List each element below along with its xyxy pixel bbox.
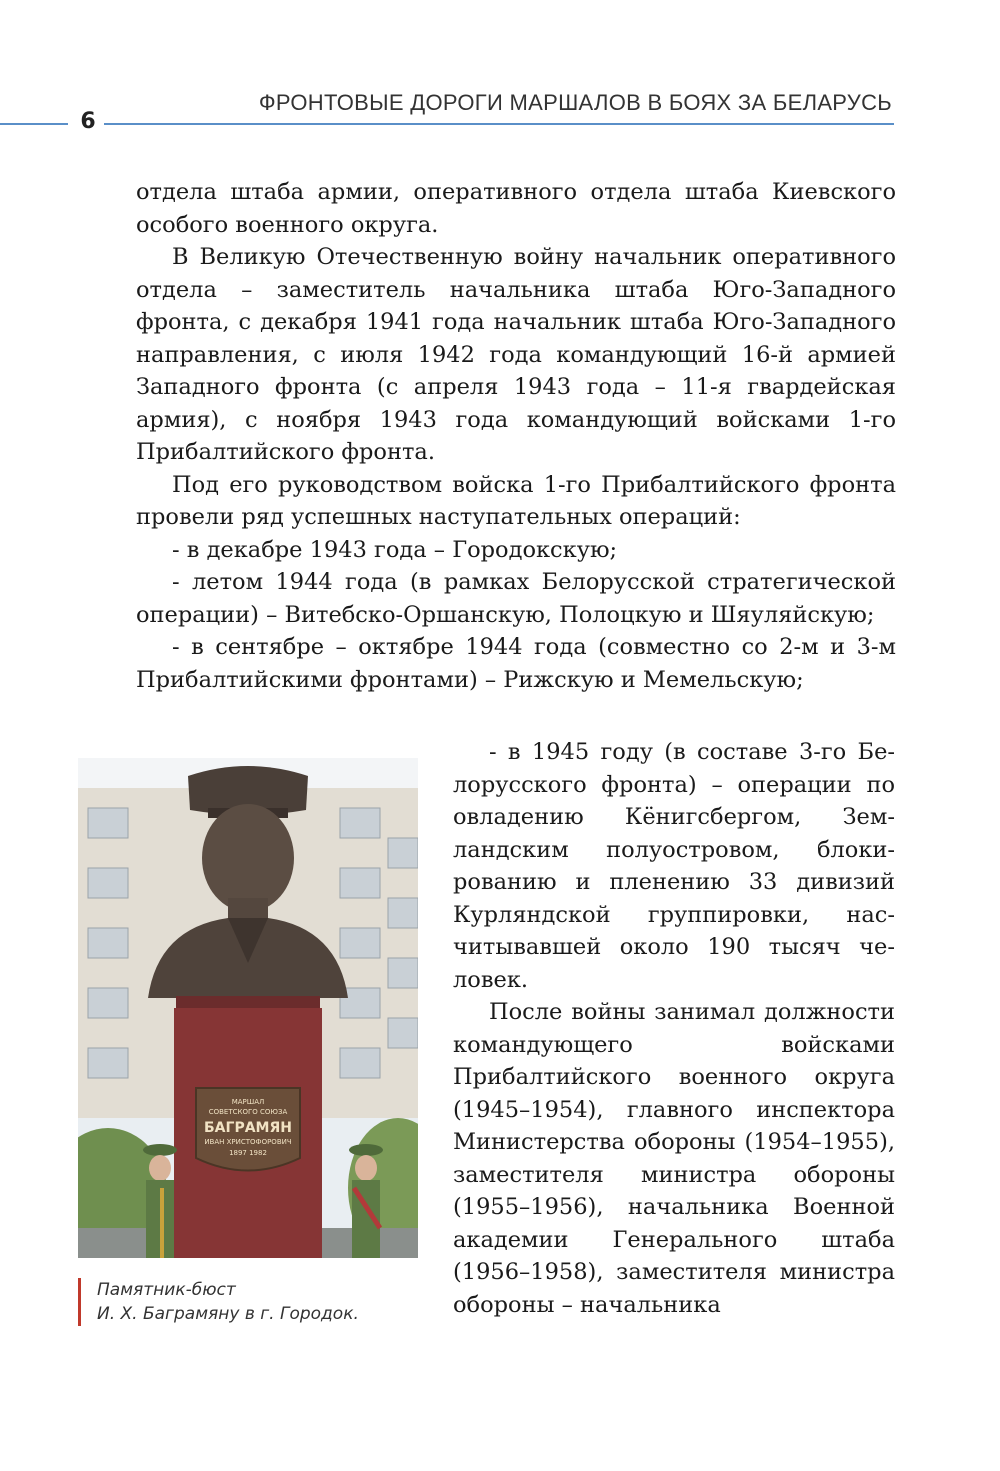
plaque-name: БАГРАМЯН: [204, 1120, 292, 1136]
header-rule-right: [104, 123, 894, 125]
header-rule-left: [0, 123, 68, 125]
side-text: [453, 736, 895, 1321]
plaque-fullname: ИВАН ХРИСТОФОРОВИЧ: [204, 1138, 292, 1146]
plaque-years: 1897 1982: [229, 1149, 267, 1157]
main-text: [136, 176, 896, 696]
page-number: 6: [80, 109, 96, 134]
list-item: - летом 1944 года (в рамках Белорусской стратегической операции) – Витебско-Оршанскую, Полоцкую и Шяуляйскую;: [136, 569, 896, 628]
caption-line: И. Х. Баграмяну в г. Городок.: [97, 1304, 359, 1324]
running-title: ФРОНТОВЫЕ ДОРОГИ МАРШАЛОВ В БОЯХ ЗА БЕЛАРУСЬ: [258, 90, 892, 115]
plaque-line2: СОВЕТСКОГО СОЮЗА: [208, 1108, 288, 1116]
paragraph: отдела штаба армии, оперативного отдела штаба Киевского особого военного округа.: [136, 179, 896, 238]
list-item: - в сентябре – октябре 1944 года (совместно со 2-м и 3-м Прибалтийскими фронтами) – Рижскую и Мемельскую;: [136, 634, 896, 693]
list-item: - в 1945 году (в составе 3-го Белорусского фронта) – операции по овладению Кёнигсбергом, Земландским полуостровом, блокированию и пленению 33 дивизий Курляндской группировки, насчитывавшей около 190 тысяч человек.: [453, 739, 895, 993]
monument-photo: [78, 758, 418, 1258]
paragraph: В Великую Отечественную войну начальник оперативного отдела – заместитель начальника штаба Юго-Западного фронта, с декабря 1941 года начальник штаба Юго-Западного направления, с июля 1942 года командующий 16-й армией Западного фронта (с апреля 1943 года – 11-я гвардейская армия), с ноября 1943 года командующий войсками 1-го Прибалтийского фронта.: [136, 244, 896, 465]
paragraph: Под его руководством войска 1-го Прибалтийского фронта провели ряд успешных наступательных операций:: [136, 471, 896, 530]
caption-line: Памятник-бюст: [97, 1280, 236, 1300]
plaque-line1: МАРШАЛ: [231, 1098, 265, 1106]
paragraph: После войны занимал должности командующего войсками Прибалтийского военного округа (1945–1954), главного инспектора Министерства обороны (1954–1955), заместителя министра обороны (1955–1956), начальника Военной академии Генерального штаба (1956–1958), заместителя министра обороны – начальника: [453, 999, 895, 1318]
list-item: - в декабре 1943 года – Городокскую;: [172, 536, 618, 563]
photo-caption: [78, 1278, 437, 1326]
